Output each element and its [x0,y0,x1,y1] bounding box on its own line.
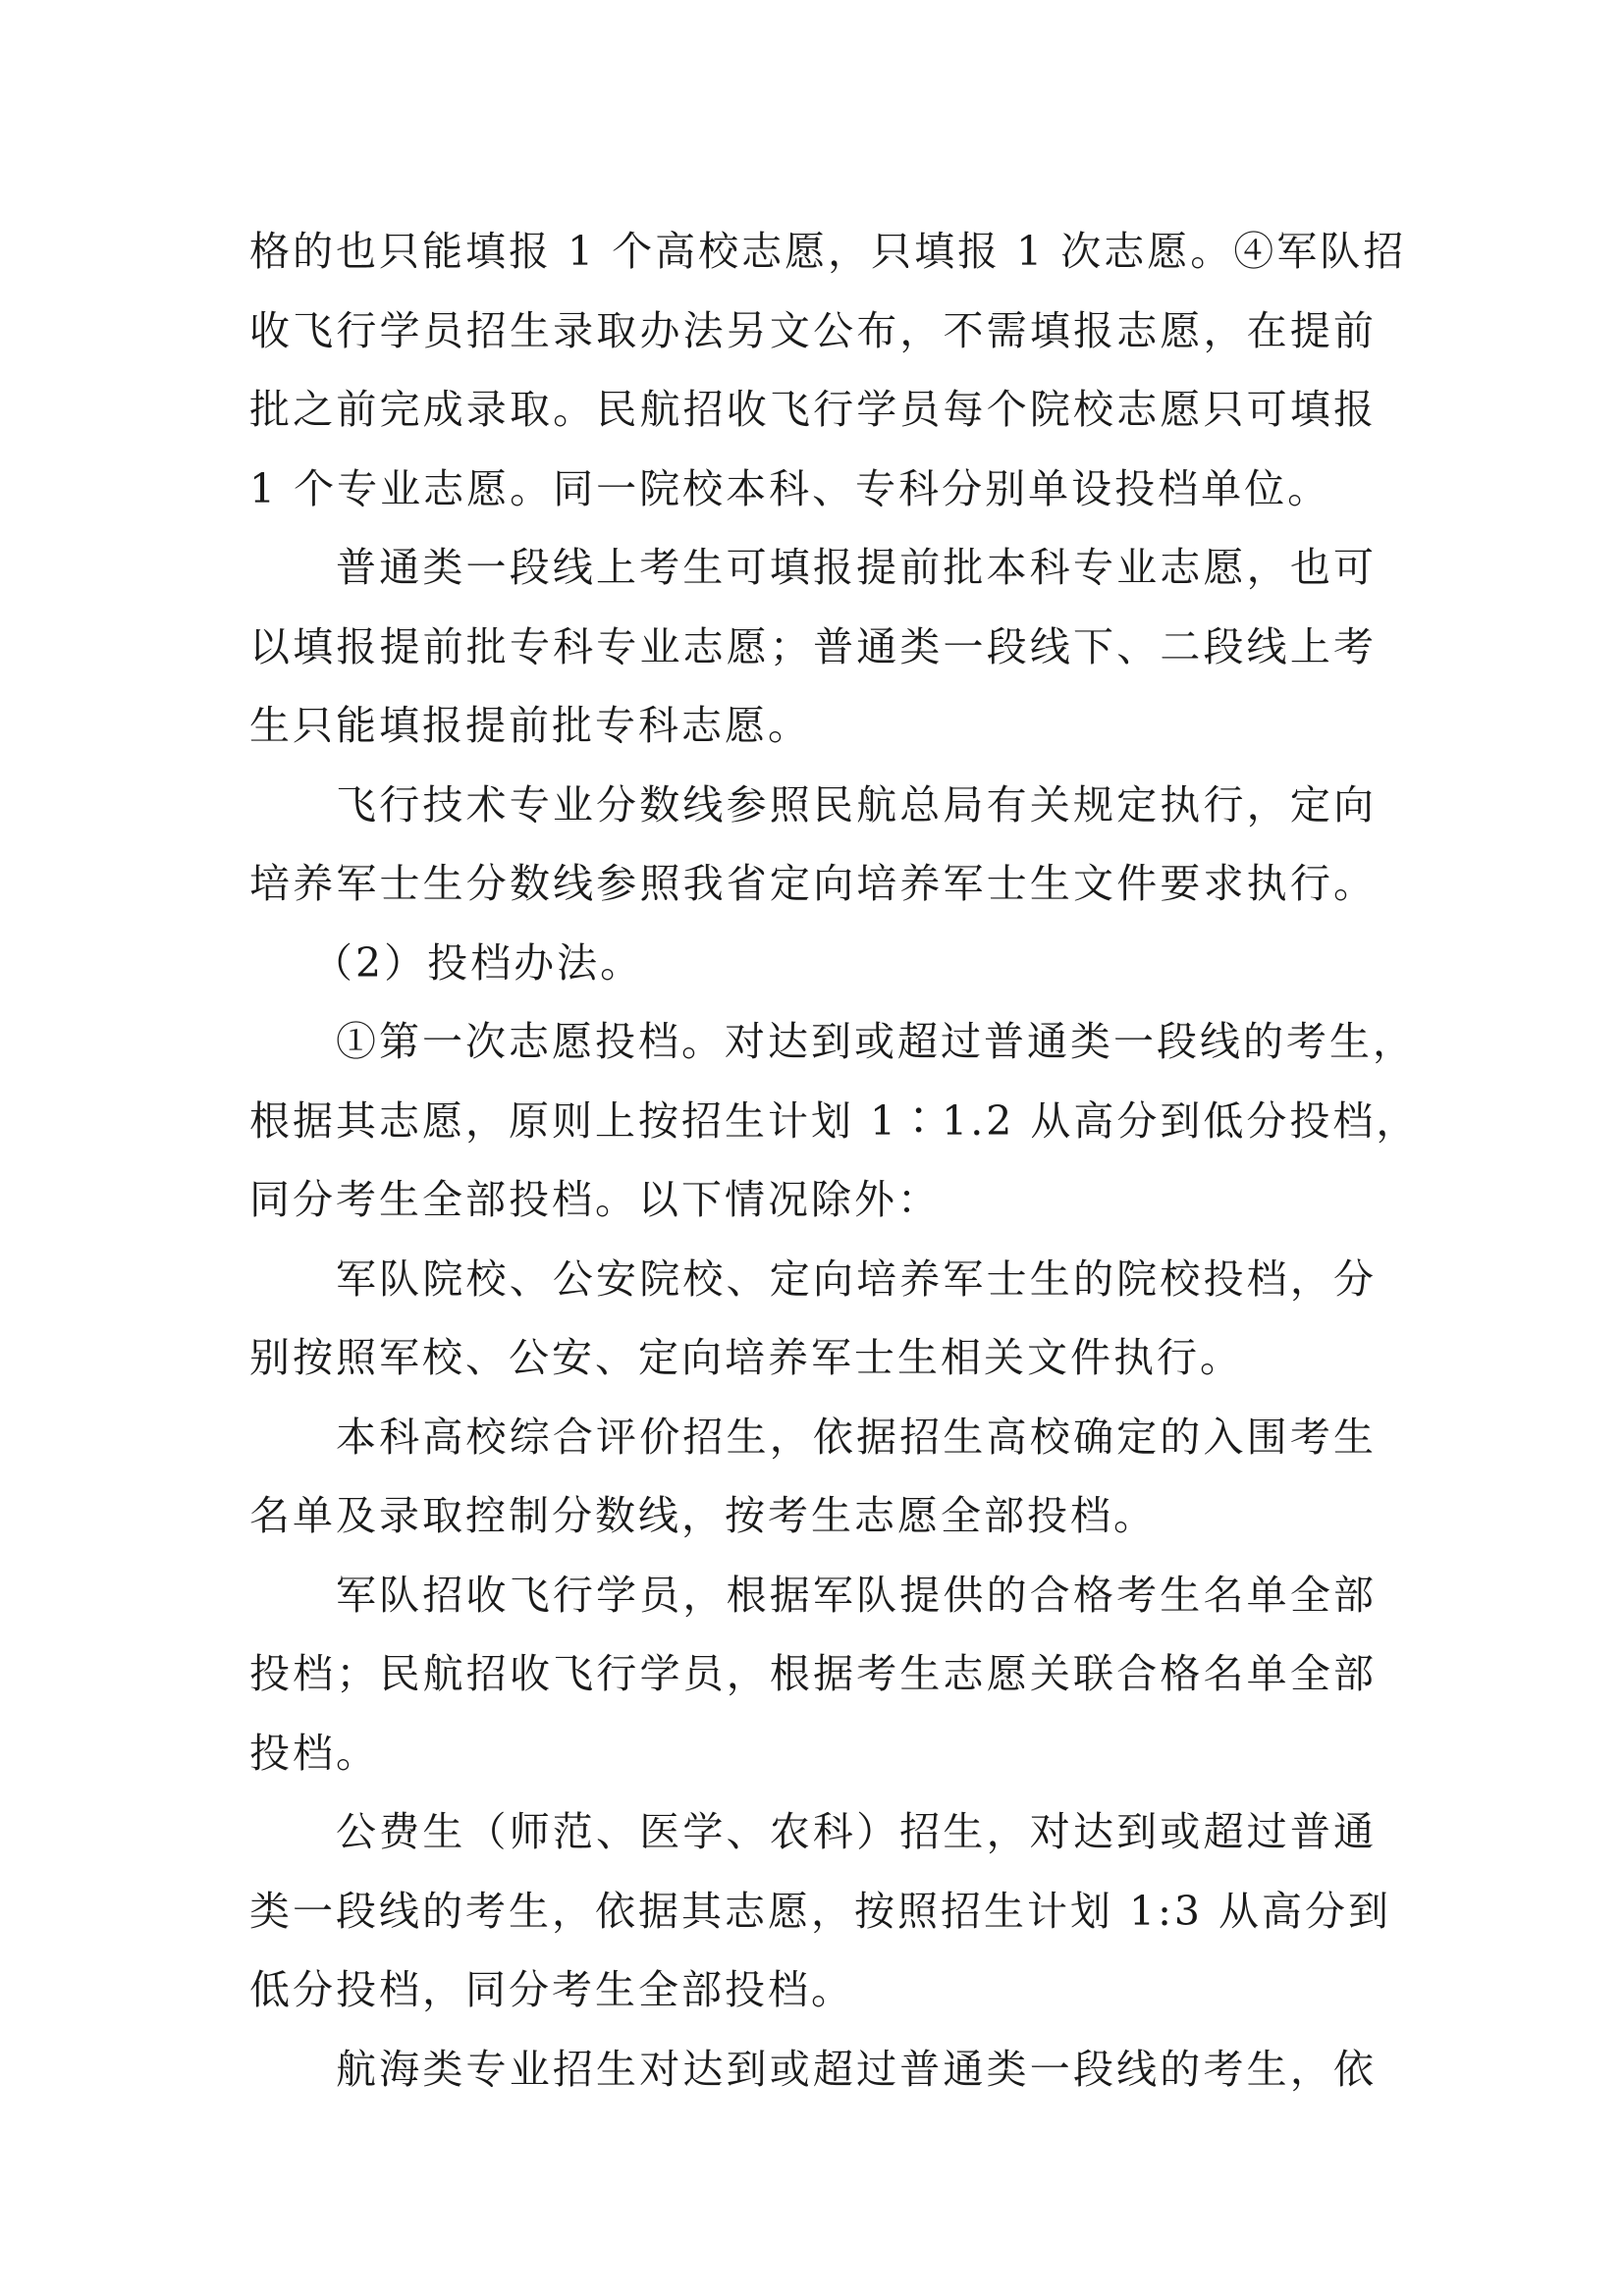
text-line: 军队院校、公安院校、定向培养军士生的院校投档，分 [336,1255,1377,1303]
text-line: 1 个专业志愿。同一院校本科、专科分别单设投档单位。 [249,464,1331,512]
text-line: ①第一次志愿投档。对达到或超过普通类一段线的考生， [336,1018,1416,1065]
text-line: 军队招收飞行学员，根据军队提供的合格考生名单全部 [336,1571,1377,1619]
text-line: 生只能填报提前批专科志愿。 [249,702,811,749]
text-line: 培养军士生分数线参照我省定向培养军士生文件要求执行。 [249,860,1377,907]
text-line: 收飞行学员招生录取办法另文公布，不需填报志愿，在提前 [249,306,1377,354]
text-line: 格的也只能填报 1 个高校志愿，只填报 1 次志愿。④军队招 [249,228,1407,275]
text-line: 同分考生全部投档。以下情况除外： [249,1176,941,1223]
text-line: 公费生（师范、医学、农科）招生，对达到或超过普通 [336,1808,1377,1855]
text-line: 批之前完成录取。民航招收飞行学员每个院校志愿只可填报 [249,386,1377,433]
section-heading: （2）投档办法。 [312,938,644,987]
text-line: 飞行技术专业分数线参照民航总局有关规定执行，定向 [336,780,1377,828]
text-line: 普通类一段线上考生可填报提前批本科专业志愿，也可 [336,544,1377,591]
text-line: 类一段线的考生，依据其志愿，按照招生计划 1:3 从高分到 [249,1887,1392,1935]
text-line: 别按照军校、公安、定向培养军士生相关文件执行。 [249,1334,1243,1381]
text-line: 低分投档，同分考生全部投档。 [249,1966,854,2013]
text-line: 航海类专业招生对达到或超过普通类一段线的考生，依 [336,2045,1377,2093]
text-line: 投档。 [249,1729,379,1777]
text-line: 以填报提前批专科专业志愿；普通类一段线下、二段线上考 [249,622,1377,670]
text-line: 名单及录取控制分数线，按考生志愿全部投档。 [249,1492,1157,1539]
document-body [249,212,1420,2109]
text-line: 根据其志愿，原则上按招生计划 1∶1.2 从高分到低分投档， [249,1096,1420,1145]
text-line: 本科高校综合评价招生，依据招生高校确定的入围考生 [336,1413,1377,1461]
text-line: 投档；民航招收飞行学员，根据考生志愿关联合格名单全部 [249,1650,1377,1697]
